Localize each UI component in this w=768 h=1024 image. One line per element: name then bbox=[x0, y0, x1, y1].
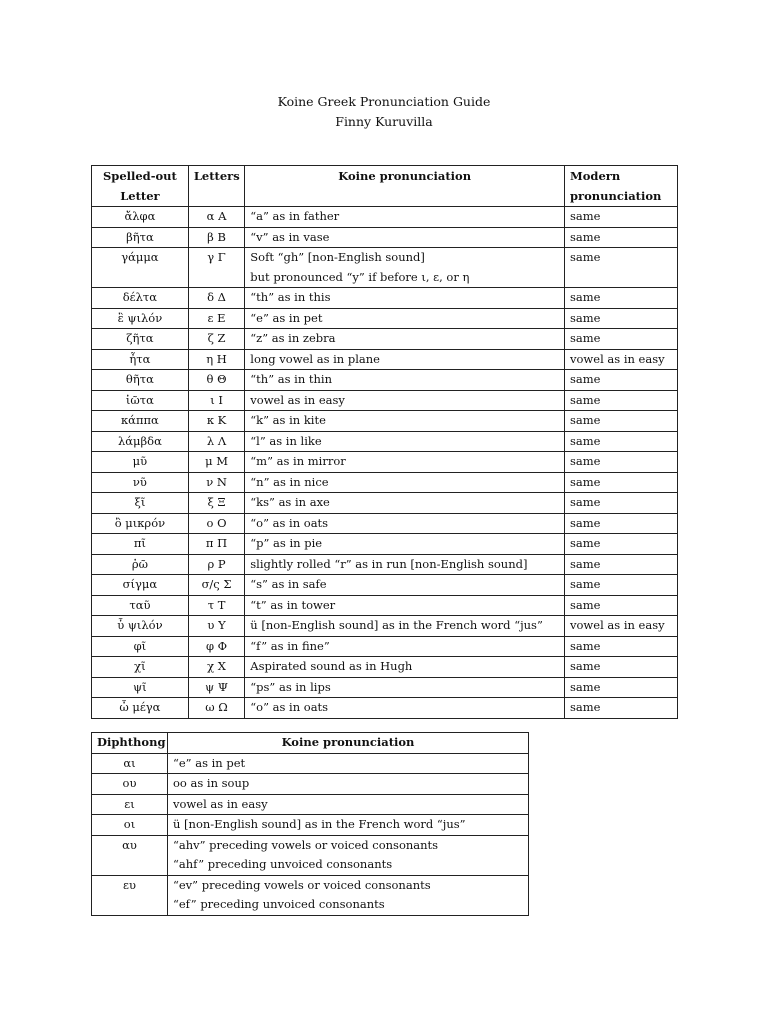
koine-line: ü [non-English sound] as in the French word “jus” bbox=[173, 817, 466, 831]
koine-line: slightly rolled “r” as in run [non-English sound] bbox=[250, 556, 528, 571]
letter-modern-pronunciation: same bbox=[565, 308, 678, 329]
page-title: Koine Greek Pronunciation Guide bbox=[277, 94, 491, 109]
letter-modern-pronunciation: vowel as in easy bbox=[565, 349, 678, 370]
letter-glyphs: ζ Ζ bbox=[188, 329, 244, 350]
diphthong-row bbox=[92, 835, 529, 875]
letter-spelled-name: ἒ ψιλόν bbox=[92, 308, 189, 329]
letter-row bbox=[92, 349, 678, 370]
diphthong-row bbox=[92, 815, 529, 836]
koine-line: “ahv” preceding vowels or voiced consonants bbox=[173, 837, 439, 852]
letter-row bbox=[92, 636, 678, 657]
koine-line: “z” as in zebra bbox=[250, 331, 336, 345]
letter-modern-pronunciation: same bbox=[565, 677, 678, 698]
letter-spelled-name: γάμμα bbox=[92, 248, 189, 288]
koine-line: “e” as in pet bbox=[250, 310, 323, 325]
diphthong-row bbox=[92, 875, 529, 915]
letters-table-body bbox=[92, 207, 678, 719]
letter-spelled-name: ἦτα bbox=[92, 349, 189, 370]
letter-row bbox=[92, 534, 678, 555]
letter-row bbox=[92, 329, 678, 350]
diphthong-table-header-row bbox=[92, 733, 529, 754]
koine-line: “t” as in tower bbox=[250, 597, 336, 612]
letter-modern-pronunciation: same bbox=[565, 370, 678, 391]
diphthong-row bbox=[92, 774, 529, 795]
letter-row bbox=[92, 616, 678, 637]
letter-glyphs: χ Χ bbox=[188, 657, 244, 678]
letter-glyphs: ο Ο bbox=[188, 513, 244, 534]
koine-line: “ps” as in lips bbox=[250, 679, 331, 694]
koine-line: Soft “gh” [non-English sound] bbox=[250, 250, 425, 264]
koine-line: but pronounced “y” if before ι, ε, or η bbox=[250, 269, 470, 284]
letter-spelled-name: ὖ ψιλόν bbox=[92, 616, 189, 637]
letter-glyphs: ρ Ρ bbox=[188, 554, 244, 575]
koine-line: “m” as in mirror bbox=[250, 454, 346, 468]
koine-line: long vowel as in plane bbox=[250, 351, 380, 366]
letter-spelled-name: χῖ bbox=[92, 657, 189, 678]
letter-spelled-name: ψῖ bbox=[92, 677, 189, 698]
diphthong-table bbox=[91, 732, 529, 916]
letter-koine-pronunciation bbox=[245, 595, 565, 616]
letter-spelled-name: φῖ bbox=[92, 636, 189, 657]
letter-row bbox=[92, 390, 678, 411]
letter-spelled-name: δέλτα bbox=[92, 288, 189, 309]
letter-row bbox=[92, 698, 678, 719]
letter-glyphs: η Η bbox=[188, 349, 244, 370]
koine-line: “l” as in like bbox=[250, 433, 322, 448]
letter-row bbox=[92, 657, 678, 678]
letter-spelled-name: ἰῶτα bbox=[92, 390, 189, 411]
letter-koine-pronunciation bbox=[245, 493, 565, 514]
letter-koine-pronunciation bbox=[245, 370, 565, 391]
koine-line: “o” as in oats bbox=[250, 700, 329, 714]
letter-row bbox=[92, 227, 678, 248]
letter-glyphs: τ Τ bbox=[188, 595, 244, 616]
letter-modern-pronunciation: same bbox=[565, 493, 678, 514]
letter-glyphs: π Π bbox=[188, 534, 244, 555]
author-name: Finny Kuruvilla bbox=[335, 114, 433, 129]
letter-spelled-name: ταῦ bbox=[92, 595, 189, 616]
letter-koine-pronunciation bbox=[245, 227, 565, 248]
koine-line: Aspirated sound as in Hugh bbox=[250, 659, 413, 673]
header-modern-line-2: pronunciation bbox=[570, 189, 662, 203]
letter-modern-pronunciation: same bbox=[565, 554, 678, 575]
letter-row bbox=[92, 493, 678, 514]
letter-spelled-name: μῦ bbox=[92, 452, 189, 473]
diphthong-row bbox=[92, 753, 529, 774]
diphthong-koine-pronunciation bbox=[168, 774, 529, 795]
letter-row bbox=[92, 554, 678, 575]
letter-modern-pronunciation: same bbox=[565, 431, 678, 452]
letter-koine-pronunciation bbox=[245, 207, 565, 228]
letter-koine-pronunciation bbox=[245, 308, 565, 329]
letter-row bbox=[92, 513, 678, 534]
letter-spelled-name: πῖ bbox=[92, 534, 189, 555]
letters-table bbox=[91, 165, 678, 719]
koine-line: “o” as in oats bbox=[250, 515, 329, 530]
letter-row bbox=[92, 207, 678, 228]
letter-glyphs: κ Κ bbox=[188, 411, 244, 432]
letter-koine-pronunciation bbox=[245, 657, 565, 678]
letter-modern-pronunciation: same bbox=[565, 636, 678, 657]
letter-koine-pronunciation bbox=[245, 248, 565, 288]
letter-row bbox=[92, 370, 678, 391]
letter-modern-pronunciation: same bbox=[565, 329, 678, 350]
letter-glyphs: φ Φ bbox=[188, 636, 244, 657]
header-modern-pronunciation bbox=[565, 166, 678, 207]
header-spelled-line-2: Letter bbox=[120, 189, 160, 203]
letter-row bbox=[92, 411, 678, 432]
koine-line: vowel as in easy bbox=[173, 796, 268, 811]
letter-glyphs: γ Γ bbox=[188, 248, 244, 288]
letter-koine-pronunciation bbox=[245, 329, 565, 350]
letter-spelled-name: νῦ bbox=[92, 472, 189, 493]
koine-line: “e” as in pet bbox=[173, 755, 246, 770]
letter-glyphs: ω Ω bbox=[188, 698, 244, 719]
diphthong-koine-pronunciation bbox=[168, 815, 529, 836]
letter-glyphs: σ/ς Σ bbox=[188, 575, 244, 596]
diphthong-glyphs: ει bbox=[92, 794, 168, 815]
header-diphthong: Diphthong bbox=[92, 733, 168, 754]
koine-line: ü [non-English sound] as in the French word “jus” bbox=[250, 618, 543, 632]
letter-modern-pronunciation: same bbox=[565, 534, 678, 555]
letter-spelled-name: ῥῶ bbox=[92, 554, 189, 575]
koine-line: vowel as in easy bbox=[250, 392, 345, 407]
letter-modern-pronunciation: same bbox=[565, 472, 678, 493]
koine-line: oo as in soup bbox=[173, 776, 250, 790]
diphthong-table-body bbox=[92, 753, 529, 915]
letter-modern-pronunciation: same bbox=[565, 575, 678, 596]
koine-line: “f” as in fine” bbox=[250, 638, 330, 653]
letter-spelled-name: θῆτα bbox=[92, 370, 189, 391]
letter-row bbox=[92, 575, 678, 596]
letter-spelled-name: ξῖ bbox=[92, 493, 189, 514]
diphthong-glyphs: οι bbox=[92, 815, 168, 836]
letters-table-header-row bbox=[92, 166, 678, 207]
letter-spelled-name: ὦ μέγα bbox=[92, 698, 189, 719]
letter-spelled-name: λάμβδα bbox=[92, 431, 189, 452]
koine-line: “ev” preceding vowels or voiced consonants bbox=[173, 877, 431, 892]
letter-glyphs: α Α bbox=[188, 207, 244, 228]
letter-spelled-name: σίγμα bbox=[92, 575, 189, 596]
koine-line: “ef” preceding unvoiced consonants bbox=[173, 897, 385, 911]
letter-glyphs: λ Λ bbox=[188, 431, 244, 452]
diphthong-koine-pronunciation bbox=[168, 835, 529, 875]
header-koine-pronunciation: Koine pronunciation bbox=[245, 166, 565, 207]
letter-glyphs: μ Μ bbox=[188, 452, 244, 473]
letter-modern-pronunciation: same bbox=[565, 452, 678, 473]
letter-spelled-name: ὂ μικρόν bbox=[92, 513, 189, 534]
letter-koine-pronunciation bbox=[245, 472, 565, 493]
koine-line: “a” as in father bbox=[250, 209, 340, 223]
koine-line: “s” as in safe bbox=[250, 577, 327, 591]
letter-row bbox=[92, 431, 678, 452]
letter-koine-pronunciation bbox=[245, 698, 565, 719]
letter-modern-pronunciation: same bbox=[565, 595, 678, 616]
letter-glyphs: δ Δ bbox=[188, 288, 244, 309]
letter-koine-pronunciation bbox=[245, 411, 565, 432]
diphthong-row bbox=[92, 794, 529, 815]
letter-koine-pronunciation bbox=[245, 616, 565, 637]
diphthong-glyphs: ου bbox=[92, 774, 168, 795]
diphthong-glyphs: αυ bbox=[92, 835, 168, 875]
letter-koine-pronunciation bbox=[245, 513, 565, 534]
koine-line: “k” as in kite bbox=[250, 413, 326, 427]
header-modern-line-1: Modern bbox=[570, 169, 621, 183]
letter-row bbox=[92, 595, 678, 616]
header-letters: Letters bbox=[188, 166, 244, 207]
letter-koine-pronunciation bbox=[245, 575, 565, 596]
letter-glyphs: β Β bbox=[188, 227, 244, 248]
diphthong-glyphs: ευ bbox=[92, 875, 168, 915]
letter-koine-pronunciation bbox=[245, 554, 565, 575]
letter-modern-pronunciation: same bbox=[565, 207, 678, 228]
letter-row bbox=[92, 288, 678, 309]
letter-koine-pronunciation bbox=[245, 288, 565, 309]
header-spelled-line-1: Spelled-out bbox=[102, 169, 177, 183]
diphthong-koine-pronunciation bbox=[168, 753, 529, 774]
letter-row bbox=[92, 677, 678, 698]
letter-glyphs: υ Υ bbox=[188, 616, 244, 637]
letter-row bbox=[92, 472, 678, 493]
koine-line: “p” as in pie bbox=[250, 536, 323, 550]
letter-koine-pronunciation bbox=[245, 534, 565, 555]
letter-row bbox=[92, 308, 678, 329]
letter-modern-pronunciation: same bbox=[565, 513, 678, 534]
letter-koine-pronunciation bbox=[245, 349, 565, 370]
letter-spelled-name: ἄλφα bbox=[92, 207, 189, 228]
koine-line: “th” as in thin bbox=[250, 372, 332, 386]
letter-koine-pronunciation bbox=[245, 636, 565, 657]
letter-modern-pronunciation: same bbox=[565, 411, 678, 432]
letter-modern-pronunciation: same bbox=[565, 227, 678, 248]
diphthong-koine-pronunciation bbox=[168, 875, 529, 915]
letter-koine-pronunciation bbox=[245, 431, 565, 452]
letter-modern-pronunciation: same bbox=[565, 288, 678, 309]
letter-modern-pronunciation: same bbox=[565, 248, 678, 288]
header-diphthong-koine: Koine pronunciation bbox=[168, 733, 529, 754]
letter-koine-pronunciation bbox=[245, 452, 565, 473]
diphthong-glyphs: αι bbox=[92, 753, 168, 774]
letter-glyphs: ε Ε bbox=[188, 308, 244, 329]
koine-line: “n” as in nice bbox=[250, 474, 329, 489]
letter-spelled-name: ζῆτα bbox=[92, 329, 189, 350]
letter-row bbox=[92, 248, 678, 288]
letter-modern-pronunciation: same bbox=[565, 390, 678, 411]
header-spelled-out-letter bbox=[92, 166, 189, 207]
koine-line: “v” as in vase bbox=[250, 229, 330, 244]
letter-glyphs: ξ Ξ bbox=[188, 493, 244, 514]
letter-koine-pronunciation bbox=[245, 677, 565, 698]
koine-line: “th” as in this bbox=[250, 290, 331, 304]
letter-modern-pronunciation: same bbox=[565, 657, 678, 678]
letter-modern-pronunciation: same bbox=[565, 698, 678, 719]
letter-spelled-name: κάππα bbox=[92, 411, 189, 432]
letter-glyphs: ψ Ψ bbox=[188, 677, 244, 698]
letter-koine-pronunciation bbox=[245, 390, 565, 411]
koine-line: “ks” as in axe bbox=[250, 495, 330, 509]
letter-glyphs: ν Ν bbox=[188, 472, 244, 493]
letter-modern-pronunciation: vowel as in easy bbox=[565, 616, 678, 637]
koine-line: “ahf” preceding unvoiced consonants bbox=[173, 857, 393, 871]
letter-glyphs: ι Ι bbox=[188, 390, 244, 411]
letter-spelled-name: βῆτα bbox=[92, 227, 189, 248]
diphthong-koine-pronunciation bbox=[168, 794, 529, 815]
letter-row bbox=[92, 452, 678, 473]
letter-glyphs: θ Θ bbox=[188, 370, 244, 391]
